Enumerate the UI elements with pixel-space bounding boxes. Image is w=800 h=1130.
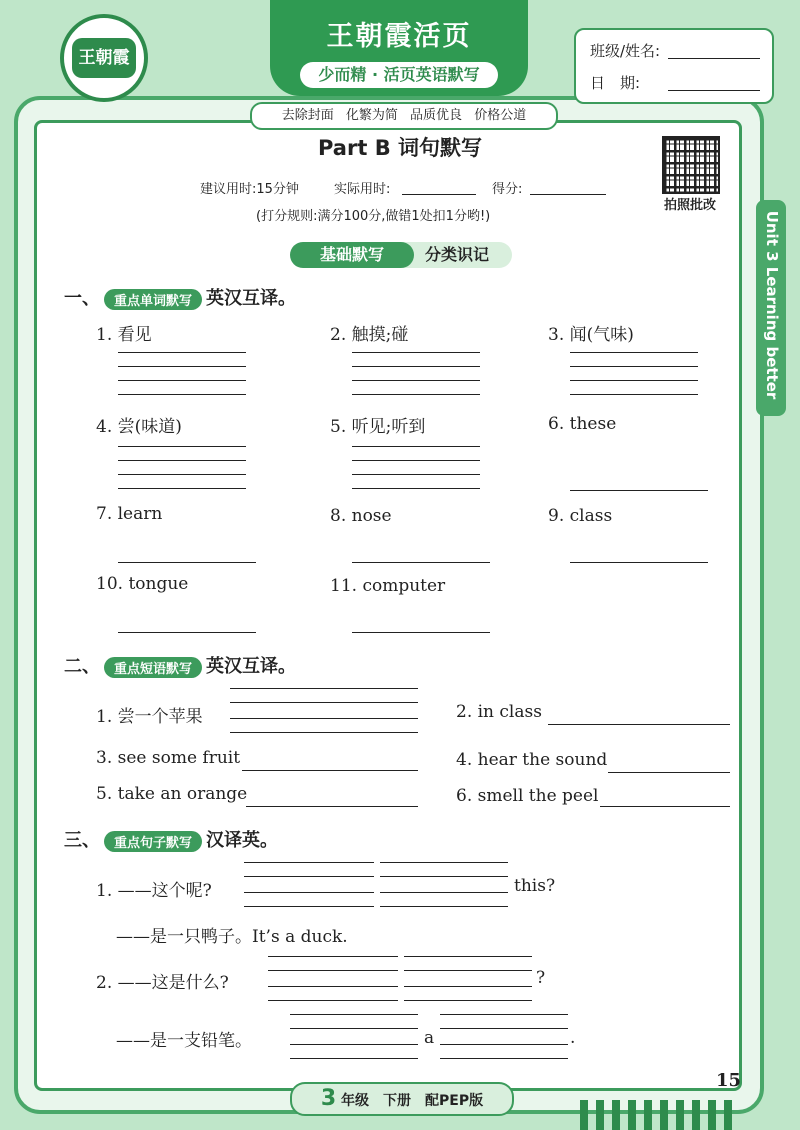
answer-line[interactable] bbox=[352, 562, 490, 563]
answer-line[interactable] bbox=[352, 632, 490, 633]
banner-title: 王朝霞活页 bbox=[326, 21, 472, 52]
answer-line[interactable] bbox=[244, 892, 374, 893]
answer-line[interactable] bbox=[118, 380, 246, 381]
answer-line[interactable] bbox=[404, 986, 532, 987]
answer-line[interactable] bbox=[570, 490, 708, 491]
answer-line[interactable] bbox=[404, 1000, 532, 1001]
section-3-heading bbox=[64, 826, 278, 852]
answer-line[interactable] bbox=[268, 986, 398, 987]
s1-item-11: 11. computer bbox=[330, 576, 446, 596]
grade-text: 年级 下册 配PEP版 bbox=[341, 1093, 484, 1109]
section-2-heading bbox=[64, 652, 296, 678]
decorative-stripes bbox=[580, 1100, 740, 1130]
answer-line[interactable] bbox=[290, 1028, 418, 1029]
answer-line[interactable] bbox=[118, 632, 256, 633]
actual-time-label: 实际用时: bbox=[334, 182, 391, 197]
s2-item-6: 6. smell the peel bbox=[456, 786, 599, 806]
score-field[interactable] bbox=[530, 194, 606, 195]
s3-question-1: 1. ——这个呢? bbox=[96, 881, 212, 901]
suggested-time: 建议用时:15分钟 bbox=[200, 182, 299, 197]
answer-line[interactable] bbox=[570, 562, 708, 563]
answer-line[interactable] bbox=[404, 956, 532, 957]
logo-text: 王朝霞 bbox=[72, 38, 136, 78]
answer-line[interactable] bbox=[352, 446, 480, 447]
page-number: 15 bbox=[716, 1070, 742, 1091]
s1-item-4: 4. 尝(味道) bbox=[96, 417, 182, 437]
s3-question-1-end: this? bbox=[514, 876, 556, 896]
s1-item-2: 2. 触摸;碰 bbox=[330, 325, 409, 345]
answer-line[interactable] bbox=[440, 1044, 568, 1045]
answer-line[interactable] bbox=[570, 352, 698, 353]
answer-line[interactable] bbox=[570, 366, 698, 367]
s1-item-9: 9. class bbox=[548, 506, 613, 526]
answer-line[interactable] bbox=[290, 1058, 418, 1059]
answer-line[interactable] bbox=[230, 718, 418, 719]
date-label: 日 期: bbox=[590, 74, 641, 92]
banner-subtitle: 少而精 · 活页英语默写 bbox=[300, 62, 498, 88]
answer-line[interactable] bbox=[118, 488, 246, 489]
unit-side-tab-label: Unit 3 Learning better bbox=[763, 210, 781, 400]
answer-line[interactable] bbox=[268, 1000, 398, 1001]
answer-line[interactable] bbox=[244, 906, 374, 907]
unit-side-tab bbox=[756, 200, 786, 416]
answer-line[interactable] bbox=[440, 1028, 568, 1029]
answer-line[interactable] bbox=[230, 688, 418, 689]
s1-item-8: 8. nose bbox=[330, 506, 392, 526]
answer-line[interactable] bbox=[246, 806, 418, 807]
s1-item-3: 3. 闻(气味) bbox=[548, 325, 634, 345]
answer-line[interactable] bbox=[352, 352, 480, 353]
answer-line[interactable] bbox=[352, 394, 480, 395]
actual-time-field[interactable] bbox=[402, 194, 476, 195]
answer-line[interactable] bbox=[242, 770, 418, 771]
answer-line[interactable] bbox=[440, 1014, 568, 1015]
answer-line[interactable] bbox=[608, 772, 730, 773]
section-2-tag: 重点短语默写 bbox=[104, 657, 202, 678]
answer-line[interactable] bbox=[570, 380, 698, 381]
section-1-tag: 重点单词默写 bbox=[104, 289, 202, 310]
score-label: 得分: bbox=[492, 182, 523, 197]
s2-item-2: 2. in class bbox=[456, 702, 542, 722]
answer-line[interactable] bbox=[118, 366, 246, 367]
section-3-tag: 重点句子默写 bbox=[104, 831, 202, 852]
answer-line[interactable] bbox=[380, 876, 508, 877]
s2-item-3: 3. see some fruit bbox=[96, 748, 241, 768]
answer-line[interactable] bbox=[244, 862, 374, 863]
answer-line[interactable] bbox=[118, 394, 246, 395]
section-1-instruction: 英汉互译。 bbox=[206, 288, 297, 309]
s1-item-10: 10. tongue bbox=[96, 574, 189, 594]
section-2-instruction: 英汉互译。 bbox=[206, 656, 297, 677]
s2-item-4: 4. hear the sound bbox=[456, 750, 608, 770]
answer-line[interactable] bbox=[404, 970, 532, 971]
class-name-field[interactable] bbox=[668, 58, 760, 59]
s3-answer-2: ——是一支铅笔。 bbox=[116, 1031, 252, 1051]
series-banner bbox=[270, 0, 528, 96]
answer-line[interactable] bbox=[230, 732, 418, 733]
s1-item-6: 6. these bbox=[548, 414, 617, 434]
grade-number: 3 bbox=[320, 1086, 337, 1111]
s3-answer-2-end: . bbox=[570, 1028, 576, 1048]
section-1-heading bbox=[64, 284, 296, 310]
answer-line[interactable] bbox=[290, 1044, 418, 1045]
answer-line[interactable] bbox=[290, 1014, 418, 1015]
date-field[interactable] bbox=[668, 90, 760, 91]
s1-item-7: 7. learn bbox=[96, 504, 163, 524]
class-name-label: 班级/姓名: bbox=[590, 42, 661, 60]
s2-item-1: 1. 尝一个苹果 bbox=[96, 707, 203, 727]
answer-line[interactable] bbox=[244, 876, 374, 877]
answer-line[interactable] bbox=[440, 1058, 568, 1059]
pill-basic: 基础默写 bbox=[290, 242, 414, 268]
page-title: Part B 词句默写 bbox=[317, 136, 483, 160]
answer-line[interactable] bbox=[230, 702, 418, 703]
answer-line[interactable] bbox=[380, 906, 508, 907]
answer-line[interactable] bbox=[352, 474, 480, 475]
scoring-rule: (打分规则:满分100分,做错1处扣1分哟!) bbox=[256, 209, 491, 224]
answer-line[interactable] bbox=[118, 460, 246, 461]
answer-line[interactable] bbox=[548, 724, 730, 725]
s3-answer-1: ——是一只鸭子。It’s a duck. bbox=[116, 927, 348, 947]
student-info-box bbox=[574, 28, 774, 104]
pill-category: 分类识记 bbox=[402, 242, 512, 268]
s3-question-2: 2. ——这是什么? bbox=[96, 973, 229, 993]
answer-line[interactable] bbox=[118, 474, 246, 475]
answer-line[interactable] bbox=[352, 460, 480, 461]
answer-line[interactable] bbox=[570, 394, 698, 395]
s3-answer-2-mid: a bbox=[424, 1028, 435, 1048]
qr-label: 拍照批改 bbox=[663, 198, 716, 213]
publisher-logo bbox=[60, 14, 148, 102]
answer-line[interactable] bbox=[352, 366, 480, 367]
s3-question-2-end: ? bbox=[536, 968, 546, 988]
answer-line[interactable] bbox=[352, 488, 480, 489]
section-1-num: 一、 bbox=[64, 288, 100, 309]
answer-line[interactable] bbox=[268, 956, 398, 957]
section-3-instruction: 汉译英。 bbox=[206, 830, 279, 851]
slogan: 去除封面 化繁为简 品质优良 价格公道 bbox=[250, 102, 558, 130]
grade-edition-bar bbox=[290, 1082, 514, 1116]
answer-line[interactable] bbox=[600, 806, 730, 807]
section-2-num: 二、 bbox=[64, 656, 100, 677]
s2-item-5: 5. take an orange bbox=[96, 784, 248, 804]
answer-line[interactable] bbox=[380, 892, 508, 893]
answer-line[interactable] bbox=[118, 446, 246, 447]
section-3-num: 三、 bbox=[64, 830, 100, 851]
answer-line[interactable] bbox=[268, 970, 398, 971]
answer-line[interactable] bbox=[118, 352, 246, 353]
s1-item-1: 1. 看见 bbox=[96, 325, 152, 345]
qr-code-icon[interactable] bbox=[662, 136, 720, 194]
answer-line[interactable] bbox=[352, 380, 480, 381]
s1-item-5: 5. 听见;听到 bbox=[330, 417, 426, 437]
answer-line[interactable] bbox=[380, 862, 508, 863]
answer-line[interactable] bbox=[118, 562, 256, 563]
